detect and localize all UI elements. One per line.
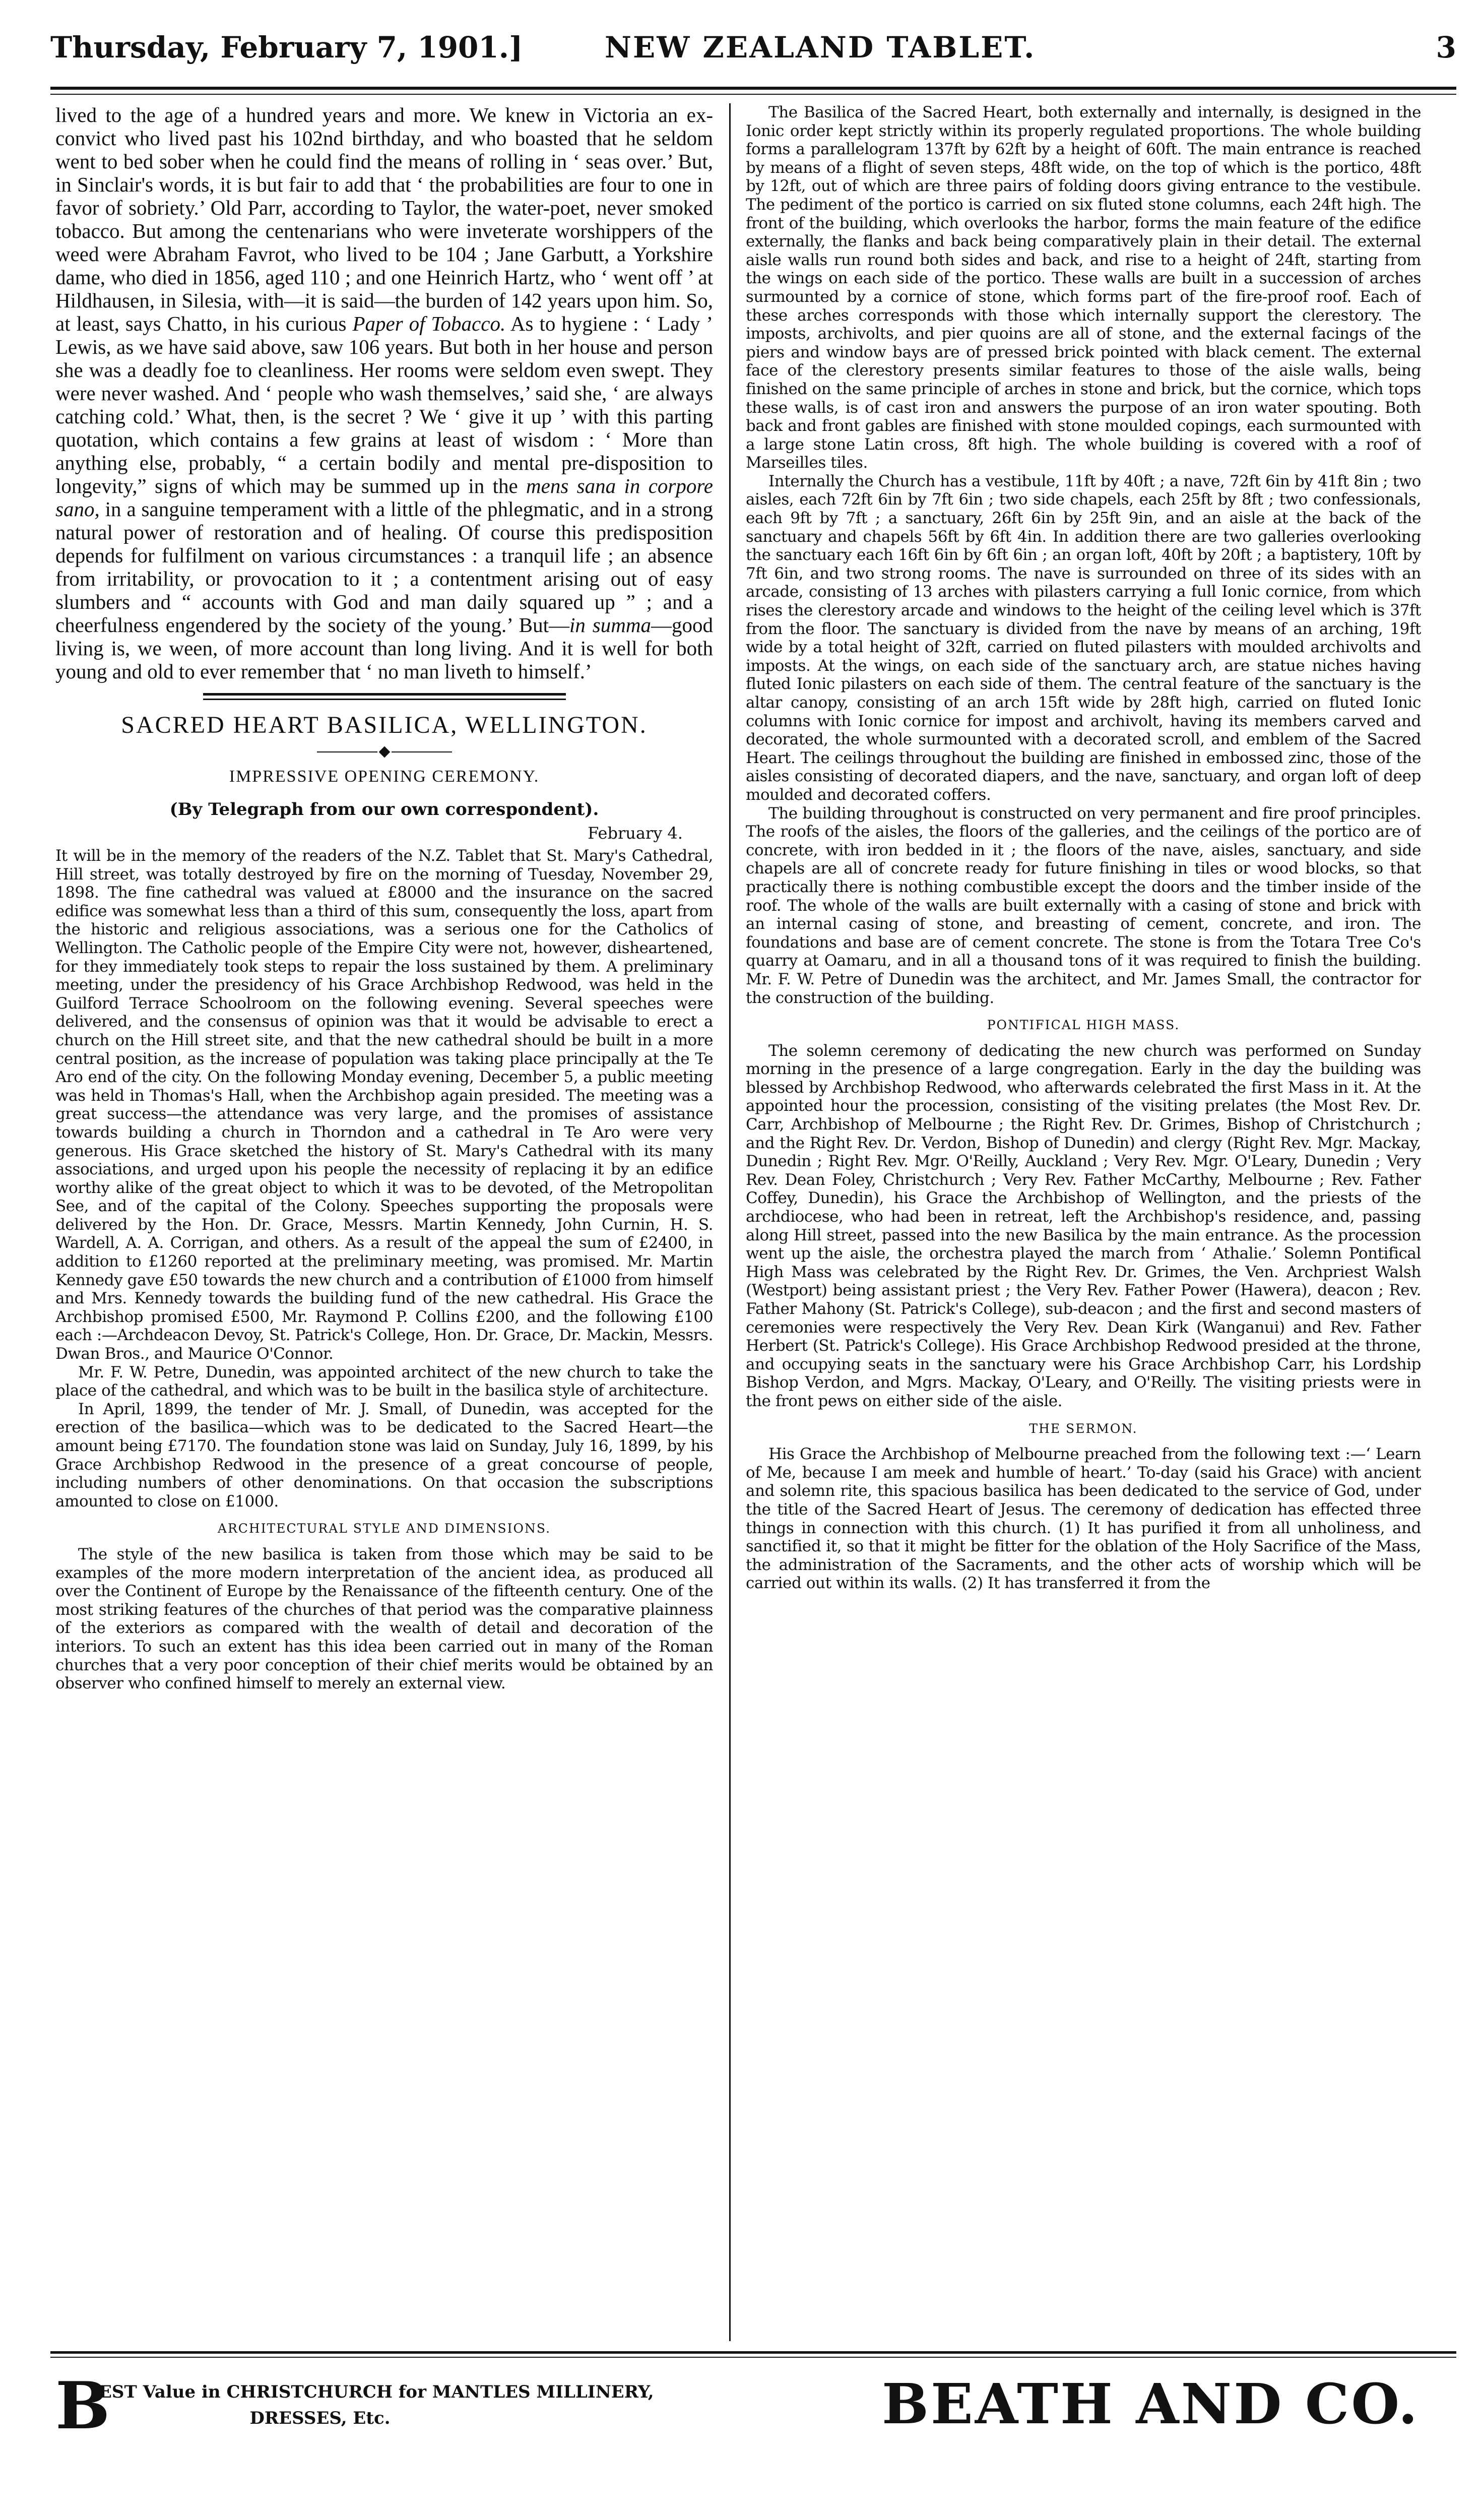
footer-rule-thin	[50, 2357, 1456, 2358]
right-column	[746, 103, 1421, 2341]
footer-rule	[50, 2351, 1456, 2354]
article-title: SACRED HEART BASILICA, WELLINGTON.	[121, 712, 648, 738]
article-byline: (By Telegraph from our own correspondent).	[169, 799, 599, 820]
longevity-text-italic-a: Paper of Tobacco.	[352, 312, 506, 335]
longevity-paragraph	[55, 103, 713, 683]
article-body-right	[746, 103, 1421, 1593]
article-paragraph: His Grace the Archbishop of Melbourne preached from the following text :—‘ Learn of Me, because I am meek and humble of heart.’ To-day (said his Grace) with ancient and solemn rite, this spacious basilica has been dedicated to the service of God, under the title of the Sacred Heart of Jesus. The ceremony of dedication has effected three things in connection with this church. (1) It has purified it from all unholiness, and sanctified it, so that it might be fitter for the oblation of the Holy Sacrifice of the Mass, the administration of the Sacraments, and the other acts of worship which will be carried out within its walls. (2) It has transferred it from the	[746, 1445, 1421, 1593]
article-paragraph: In April, 1899, the tender of Mr. J. Small, of Dunedin, was accepted for the erection of the basilica—which was to be dedicated to the Sacred Heart—the amount being £7170. The foundation stone was laid on Sunday, July 16, 1899, by his Grace Archbishop Redwood in the presence of a great concourse of people, including numbers of other denominations. On that occasion the subscriptions amounted to close on £1000.	[55, 1400, 713, 1511]
longevity-text-italic-c: in summa	[569, 613, 651, 637]
left-column	[55, 103, 713, 2341]
longevity-text-c: in a sanguine temperament with a little of the phlegmatic, and in a strong natural power of restoration and of healing. Of course this predisposition depends for fulfilment on various circumstances : a tranquil life ; an absence from irritability, or provocation to it ; a contentment arising out of easy slumbers and “ accounts with God and man daily squared up ” ; and a cheerfulness engendered by the society of the young.’ But—	[55, 497, 713, 637]
issue-date: Thursday, February 7, 1901.]	[50, 30, 523, 65]
advert-line-2: DRESSES, Etc.	[249, 2408, 391, 2428]
longevity-article-ending	[55, 103, 713, 683]
advert-line-1: EST Value in CHRISTCHURCH for MANTLES MILLINERY,	[99, 2382, 654, 2402]
article-separator	[203, 693, 566, 700]
header-rule	[50, 87, 1456, 90]
article-paragraph: The Basilica of the Sacred Heart, both externally and internally, is designed in the Ionic order kept strictly within its properly regulated proportions. The whole building forms a parallelogram 137ft by 62ft by a height of 60ft. The main entrance is reached by means of a flight of seven steps, 48ft wide, on the top of which is the portico, 48ft by 12ft, out of which are three pairs of folding doors giving entrance to the vestibule. The pediment of the portico is carried on six fluted stone columns, each 24ft high. The front of the building, which overlooks the harbor, forms the main feature of the edifice externally, the flanks and back being comparatively plain in their detail. The external aisle walls run round both sides and back, and rise to a height of 24ft, starting from the wings on each side of the portico. These walls are built in a succession of arches surmounted by a cornice of stone, which forms part of the fire-proof roof. Each of these arches corresponds with those which internally support the clerestory. The imposts, archivolts, and pier quoins are all of stone, and the external facings of the piers and window bays are of pressed brick pointed with black cement. The external face of the clerestory presents similar features to those of the aisle walls, being finished on the same principle of arches in stone and brick, but the cornice, which tops these walls, is of cast iron and answers the purpose of an iron water spouting. Both back and front gables are finished with stone moulded copings, each surmounted with a large stone Latin cross, 8ft high. The whole building is covered with a roof of Marseilles tiles.	[746, 103, 1421, 472]
page-header	[50, 30, 1456, 81]
footer-advert	[55, 2368, 811, 2460]
column-divider	[729, 103, 731, 2341]
longevity-text-b: As to hygiene : ‘ Lady ’ Lewis, as we have said above, saw 106 years. But both in her house and person she was a deadly foe to cleanliness. Her rooms were seldom even swept. They were never washed. And ‘ people who wash themselves,’ said she, ‘ are always catching cold.’ What, then, is the secret ? We ‘ give it up ’ with this parting quotation, which contains a few grains at least of wisdom : ‘ More than anything else, probably, “ a certain bodily and mental pre-disposition to longevity,” signs of which may be summed up in the	[55, 312, 713, 497]
article-paragraph: The building throughout is constructed on very permanent and fire proof principles. The roofs of the aisles, the floors of the galleries, and the ceilings of the portico are of concrete, with iron bedded in it ; the floors of the nave, aisles, sanctuary, and side chapels are all of concrete ready for future finishing in tiles or wood blocks, so that practically there is nothing combustible except the doors and the timber inside of the roof. The whole of the walls are built externally with a casing of stone and brick with an internal casing of stone, and breasting of cement, concrete, and iron. The foundations and base are of cement concrete. The stone is from the Totara Tree Co's quarry at Oamaru, and in all a thousand tons of it was required to finish the building. Mr. F. W. Petre of Dunedin was the architect, and Mr. James Small, the contractor for the construction of the building.	[746, 804, 1421, 1007]
section-heading-sermon: THE SERMON.	[1029, 1421, 1138, 1436]
article-paragraph: Internally the Church has a vestibule, 11ft by 40ft ; a nave, 72ft 6in by 41ft 8in ; two aisles, each 72ft 6in by 7ft 6in ; two side chapels, each 25ft by 8ft ; two confessionals, each 9ft by 7ft ; a sanctuary, 26ft 6in by 25ft 9in, and an aisle at the back of the sanctuary and chapels 56ft by 6ft 4in. In addition there are two galleries overlooking the sanctuary each 16ft 6in by 6ft 6in ; an organ loft, 40ft by 20ft ; a baptistery, 10ft by 7ft 6in, and two strong rooms. The nave is surrounded on three of its sides with an arcade, consisting of 13 arches with pilasters carrying a full Ionic cornice, from which rises the clerestory arcade and windows to the height of the ceiling level which is 37ft from the floor. The sanctuary is divided from the nave by means of an arching, 19ft wide by a total height of 32ft, carried on fluted pilasters with moulded archivolts and imposts. At the wings, on each side of the sanctuary arch, are statue niches having fluted Ionic pilasters on each side of them. The central feature of the sanctuary is the altar canopy, consisting of an arch 15ft wide by 28ft high, carried on fluted Ionic columns with Ionic cornice for impost and archivolt, having its members carved and decorated, the whole surmounted with a decorated scroll, and emblem of the Sacred Heart. The ceilings throughout the building are finished in embossed zinc, those of the aisles consisting of decorated diapers, and the nave, sanctuary, and organ loft of deep moulded and decorated coffers.	[746, 472, 1421, 804]
article-paragraph: The solemn ceremony of dedicating the new church was performed on Sunday morning in the presence of a large congregation. Early in the day the building was blessed by Archbishop Redwood, who afterwards celebrated the first Mass in it. At the appointed hour the procession, consisting of the visiting prelates (the Most Rev. Dr. Carr, Archbishop of Melbourne ; the Right Rev. Dr. Grimes, Bishop of Christchurch ; and the Right Rev. Dr. Verdon, Bishop of Dunedin) and clergy (Right Rev. Mgr. Mackay, Dunedin ; Right Rev. Mgr. O'Reilly, Auckland ; Very Rev. Mgr. O'Leary, Dunedin ; Very Rev. Dean Foley, Christchurch ; Very Rev. Father McCarthy, Melbourne ; Rev. Father Coffey, Dunedin), his Grace the Archbishop of Wellington, and the priests of the archdiocese, who had been in retreat, left the Archbishop's residence, and, passing along Hill street, passed into the new Basilica by the main entrance. As the procession went up the aisle, the orchestra played the march from ‘ Athalie.’ Solemn Pontifical High Mass was celebrated by the Right Rev. Dr. Grimes, the Ven. Archpriest Walsh (Westport) being assistant priest ; the Very Rev. Father Power (Hawera), deacon ; Rev. Father Mahony (St. Patrick's College), sub-deacon ; and the first and second masters of ceremonies were respectively the Very Rev. Dean Kirk (Wanganui) and Rev. Father Herbert (St. Patrick's College). His Grace Archbishop Redwood presided at the throne, and occupying seats in the sanctuary were his Grace Archbishop Carr, his Lordship Bishop Verdon, and Mgrs. Mackay, O'Leary, and O'Reilly. The visiting priests were in the front pews on either side of the aisle.	[746, 1041, 1421, 1410]
article-subtitle: IMPRESSIVE OPENING CEREMONY.	[229, 767, 540, 786]
masthead-title: NEW ZEALAND TABLET.	[605, 30, 1036, 65]
longevity-text-italic-b: mens sana in corpore sano,	[55, 474, 713, 521]
section-heading-architecture: ARCHITECTURAL STYLE AND DIMENSIONS.	[217, 1521, 551, 1536]
ornament-divider	[55, 748, 713, 756]
article-body-left	[55, 847, 713, 1693]
longevity-text-a: lived to the age of a hundred years and more. We knew in Victoria an ex-convict who lived past his 102nd birthday, and who boasted that he seldom went to bed sober when he could find the means of rolling in ‘ seas over.’ But, in Sinclair's words, it is but fair to add that ‘ the probabilities are four to one in favor of sobriety.’ Old Parr, according to Taylor, the water-poet, never smoked tobacco. But among the centenarians who were inveterate worshippers of the weed were Abraham Favrot, who lived to be 104 ; Jane Garbutt, a Yorkshire dame, who died in 1856, aged 110 ; and one Heinrich Hartz, who ‘ went off ’ at Hildhausen, in Silesia, with—it is said—the burden of 142 years upon him. So, at least, says Chatto, in his curious	[55, 103, 713, 335]
article-paragraph: The style of the new basilica is taken from those which may be said to be examples of the more modern interpretation of the ancient idea, as produced all over the Continent of Europe by the Renaissance of the fifteenth century. One of the most striking features of the churches of that period was the comparative plainness of the exteriors as compared with the wealth of detail and decoration of the interiors. To such an extent has this idea been carried out in many of the Roman churches that a very poor conception of their chief merits would be obtained by an observer who confined himself to merely an external view.	[55, 1545, 713, 1693]
advert-brand: BEATH AND CO.	[882, 2371, 1420, 2436]
header-rule-thin	[50, 94, 1456, 95]
page-number: 3	[1436, 30, 1456, 65]
diamond-ornament-icon	[378, 746, 390, 758]
advert-initial: B	[55, 2368, 110, 2444]
section-heading-pontifical-mass: PONTIFICAL HIGH MASS.	[987, 1018, 1180, 1033]
article-paragraph: Mr. F. W. Petre, Dunedin, was appointed architect of the new church to take the place of the cathedral, and which was to be built in the basilica style of architecture.	[55, 1363, 713, 1400]
article-dateline: February 4.	[588, 824, 683, 843]
longevity-text-d: —good living is, we ween, of more account than long living. And it is well for both young and old to ever remember that ‘ no man liveth to himself.’	[55, 613, 713, 683]
article-paragraph: It will be in the memory of the readers of the N.Z. Tablet that St. Mary's Cathedral, Hill street, was totally destroyed by fire on the morning of Tuesday, November 29, 1898. The fine cathedral was valued at £8000 and the insurance on the sacred edifice was somewhat less than a third of this sum, consequently the loss, apart from the historic and religious associations, was a serious one for the Catholics of Wellington. The Catholic people of the Empire City were not, however, disheartened, for they immediately took steps to repair the loss sustained by them. A preliminary meeting, under the presidency of his Grace Archbishop Redwood, was held in the Guilford Terrace Schoolroom on the following evening. Several speeches were delivered, and the consensus of opinion was that it would be advisable to erect a church on the Hill street site, and that the new cathedral should be built in a more central position, as the increase of population was taking place principally at the Te Aro end of the city. On the following Monday evening, December 5, a public meeting was held in Thomas's Hall, when the Archbishop again presided. The meeting was a great success—the attendance was very large, and the promises of assistance towards building a church in Thorndon and a cathedral in Te Aro were very generous. His Grace sketched the history of St. Mary's Cathedral with its many associations, and urged upon his people the necessity of replacing it by an edifice worthy alike of the great object to which it was to be devoted, of the Metropolitan See, and of the capital of the Colony. Speeches supporting the proposals were delivered by the Hon. Dr. Grace, Messrs. Martin Kennedy, John Curnin, H. S. Wardell, A. A. Corrigan, and others. As a result of the appeal the sum of £2400, in addition to £1260 reported at the preliminary meeting, was promised. Mr. Martin Kennedy gave £50 towards the new church and a contribution of £1000 from himself and Mrs. Kennedy towards the building fund of the new cathedral. His Grace the Archbishop promised £500, Mr. Raymond P. Collins £200, and the following £100 each :—Archdeacon Devoy, St. Patrick's College, Hon. Dr. Grace, Dr. Mackin, Messrs. Dwan Bros., and Maurice O'Connor.	[55, 847, 713, 1363]
